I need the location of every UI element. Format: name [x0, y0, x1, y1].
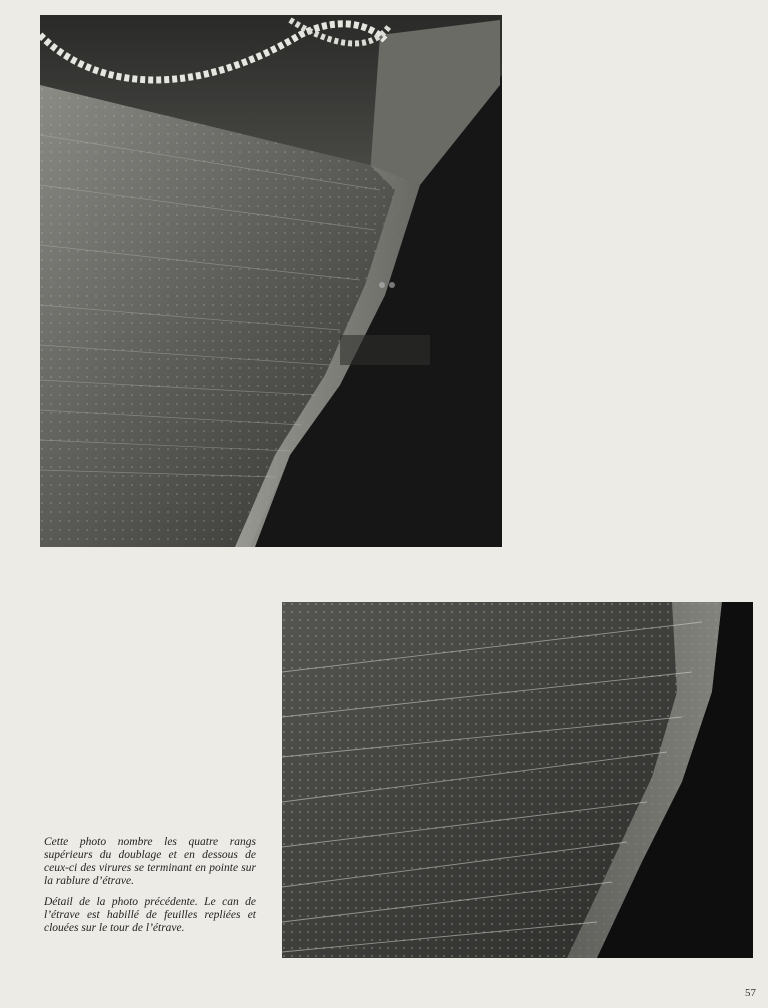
captions [44, 836, 256, 943]
page-number: 57 [745, 987, 756, 999]
caption-detail-photo: Détail de la photo précédente. Le can de l’étrave est habillé de feuilles repliées et clouées sur le tour de l’étrave. [44, 896, 256, 934]
stem-detail-image [282, 602, 753, 958]
hull-bow-image [40, 15, 502, 547]
hull-bow-photo [40, 15, 502, 547]
caption-top-photo: Cette photo nombre les quatre rangs supérieurs du doublage et en dessous de ceux-ci des virures se terminant en pointe sur la rablure d’étrave. [44, 836, 256, 887]
stem-detail-photo [282, 602, 753, 958]
